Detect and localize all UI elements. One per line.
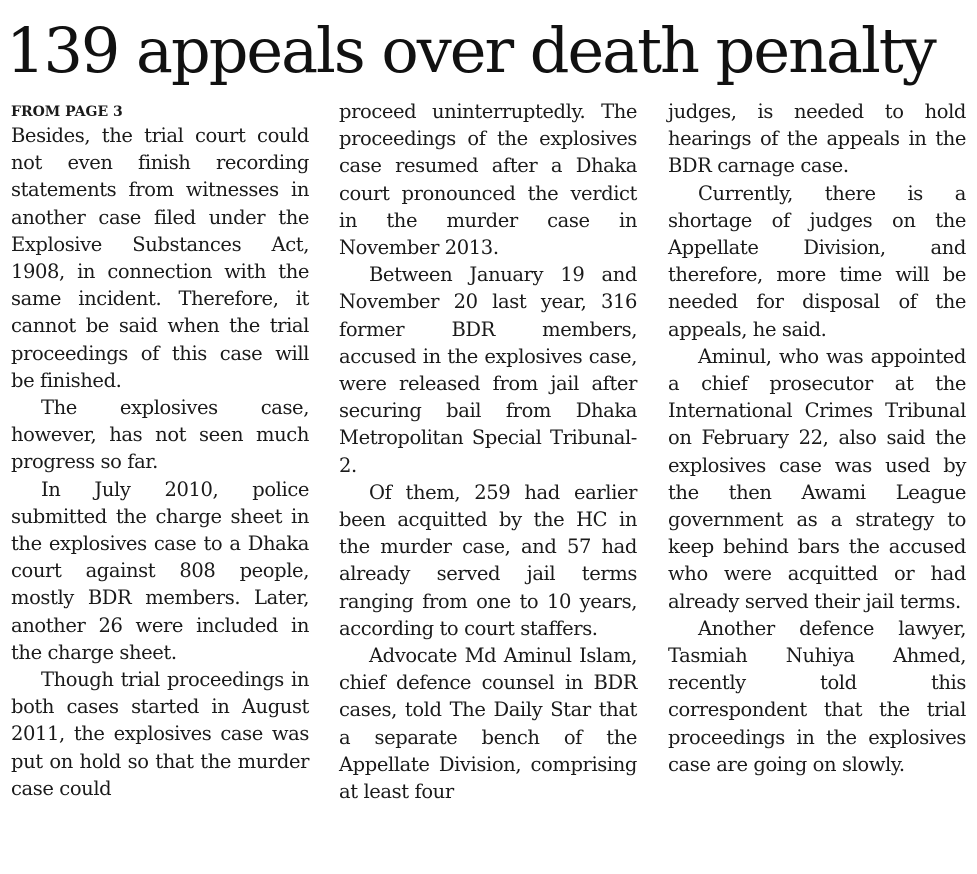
paragraph: The explosives case, however, has not seen much progress so far. [11,396,309,474]
paragraph: Though trial proceedings in both cases started in August 2011, the explosives case was put on hold so that the murder case could [11,668,309,800]
article-column-1 [11,100,309,802]
paragraph: Another defence lawyer, Tasmiah Nuhiya Ahmed, recently told this correspondent that the trial proceedings in the explosives case are going on slowly. [668,616,966,776]
paragraph: In July 2010, police submitted the charge sheet in the explosives case to a Dhaka court against 808 people, mostly BDR members. Later, another 26 were included in the charge sheet. [11,477,309,664]
paragraph: Between January 19 and November 20 last year, 316 former BDR members, accused in the explosives case, were released from jail after securing bail from Dhaka Metropolitan Special Tribunal-2. [339,263,637,477]
article-column-3 [668,98,966,778]
paragraph: Aminul, who was appointed a chief prosecutor at the International Crimes Tribunal on February 22, also said the explosives case was used by the then Awami League government as a strategy to keep behind bars the accused who were acquitted or had already served their jail terms. [668,344,966,613]
paragraph: Currently, there is a shortage of judges on the Appellate Division, and therefore, more time will be needed for disposal of the appeals, he said. [668,181,966,341]
paragraph: Besides, the trial court could not even finish recording statements from witnesses in another case filed under the Explosive Substances Act, 1908, in connection with the same incident. Therefore, it cannot be said when the trial proceedings of this case will be finished. [11,124,309,392]
paragraph: Of them, 259 had earlier been acquitted by the HC in the murder case, and 57 had already served jail terms ranging from one to 10 years, according to court staffers. [339,480,637,640]
jump-label: FROM PAGE 3 [11,104,123,120]
headline: 139 appeals over death penalty [6,14,935,87]
paragraph: judges, is needed to hold hearings of the appeals in the BDR carnage case. [668,100,966,178]
article-column-2 [339,98,637,805]
paragraph: Advocate Md Aminul Islam, chief defence counsel in BDR cases, told The Daily Star that a separate bench of the Appellate Division, comprising at least four [339,644,637,804]
paragraph: proceed uninterruptedly. The proceedings of the explosives case resumed after a Dhaka court pronounced the verdict in the murder case in November 2013. [339,100,637,260]
